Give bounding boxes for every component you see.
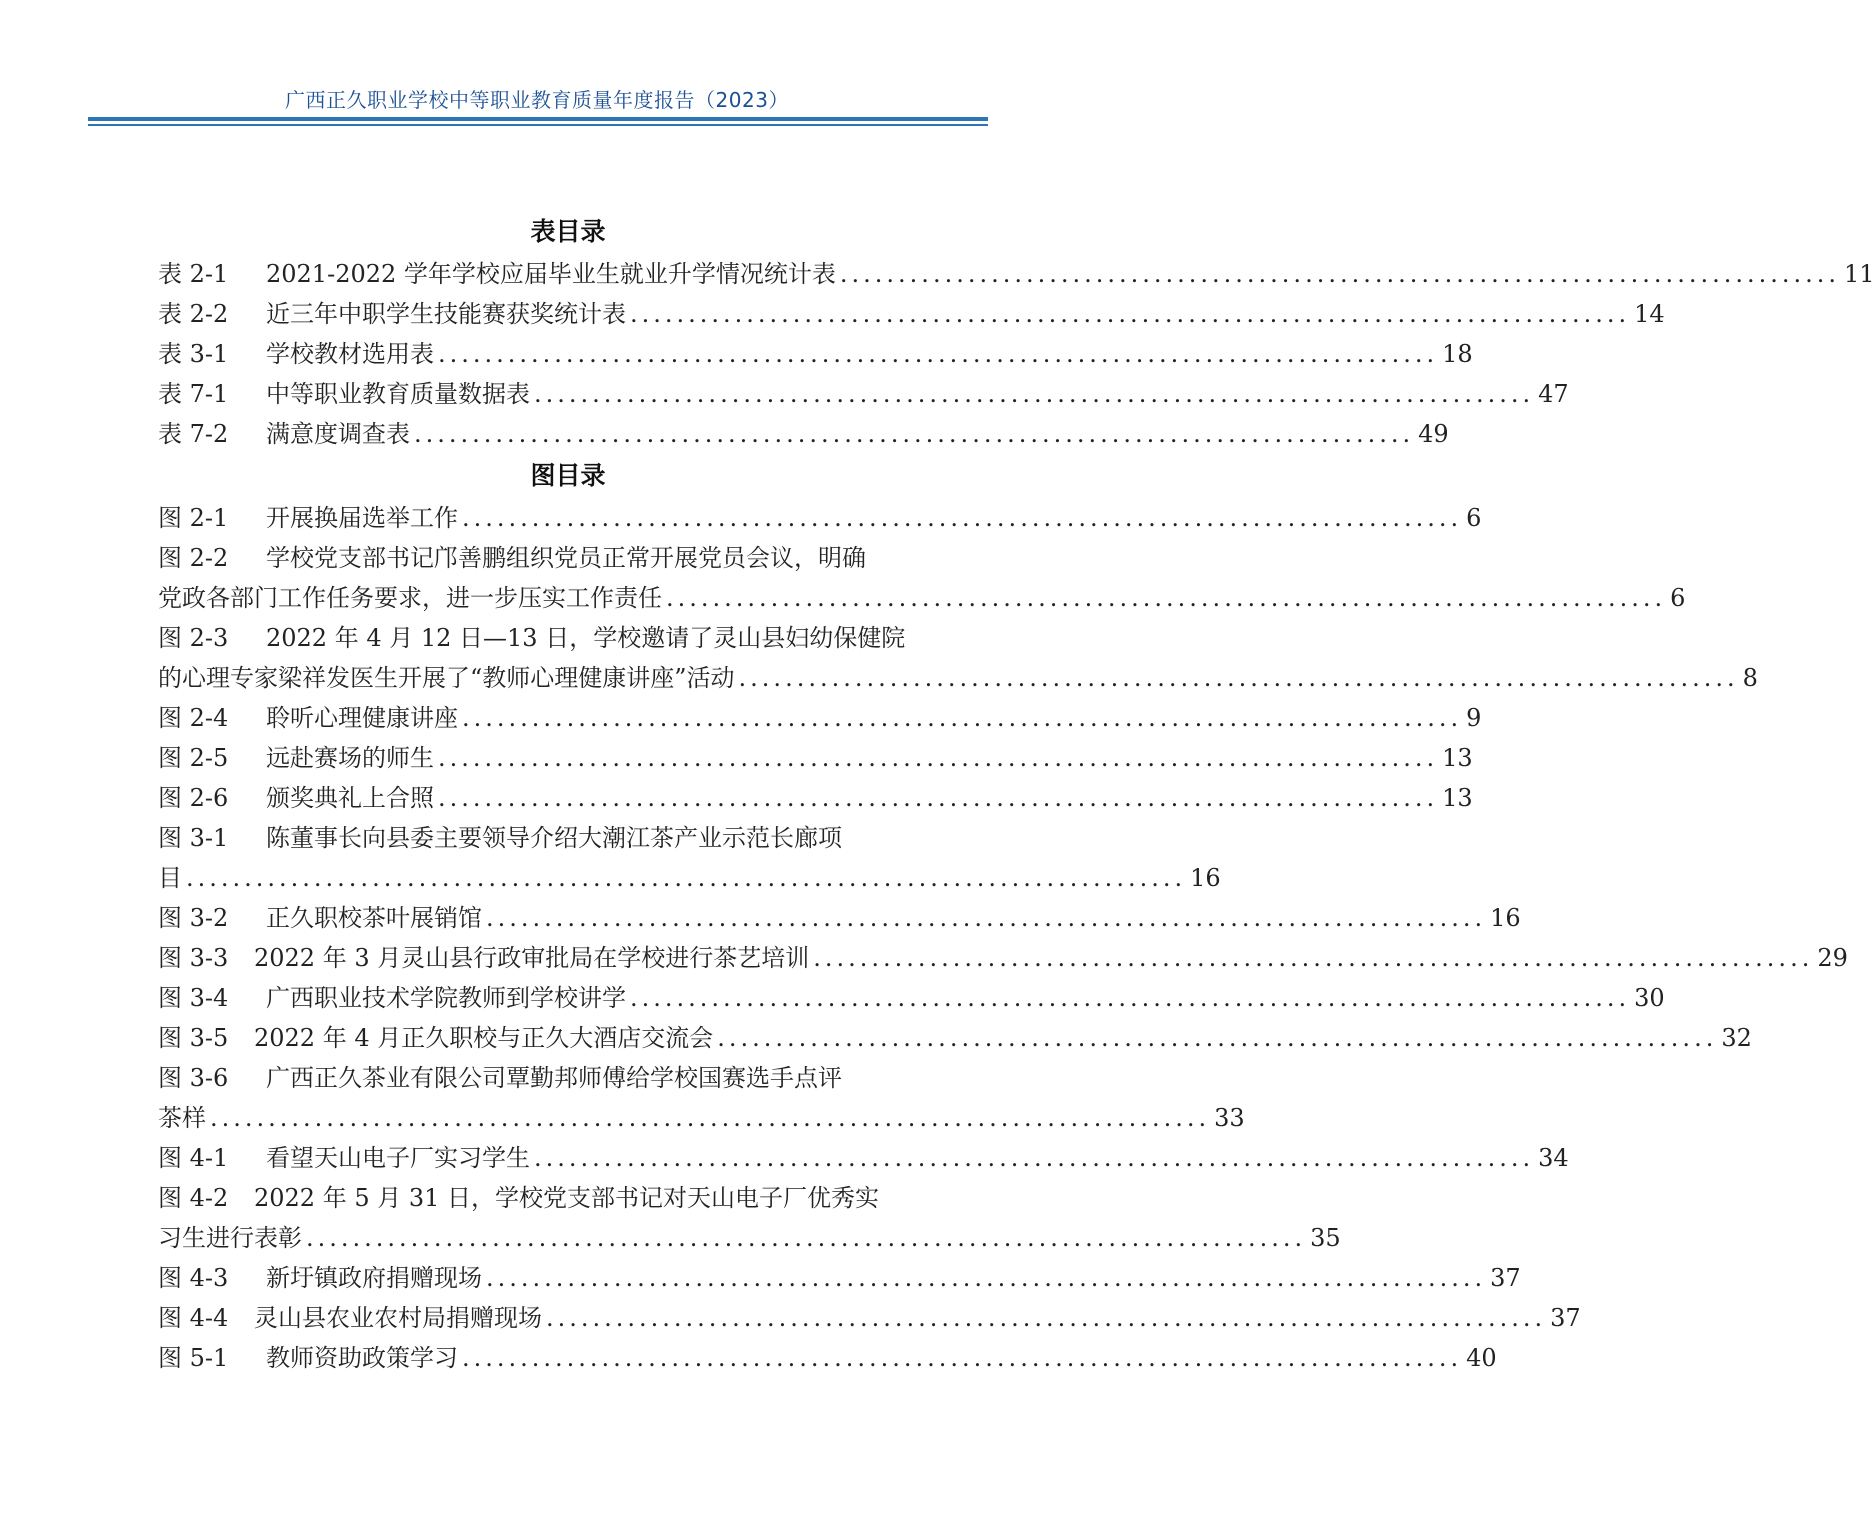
toc-entry-page: 11 <box>1844 260 1875 288</box>
toc-entry[interactable] <box>158 1258 1521 1298</box>
toc-entry-line2[interactable] <box>158 1098 1245 1138</box>
toc-leader: ...................................................................................... <box>462 1344 1463 1372</box>
toc-entry-text-cont: 习生进行表彰 <box>158 1224 302 1252</box>
toc-leader: ...................................................................................... <box>186 864 1187 892</box>
toc-entry-label: 图 2-3 <box>158 624 229 652</box>
toc-leader: ...................................................................................... <box>438 744 1439 772</box>
document-header-title: 广西正久职业学校中等职业教育质量年度报告（2023） <box>285 88 789 112</box>
toc-entry-label: 图 3-3 <box>158 944 229 972</box>
toc-entry-text: 聆听心理健康讲座 <box>266 704 458 732</box>
toc-entry[interactable] <box>158 498 1482 538</box>
toc-entry[interactable] <box>158 1298 1581 1338</box>
toc-entry-label: 图 2-1 <box>158 504 229 532</box>
toc-entry-text: 广西正久茶业有限公司覃勤邦师傅给学校国赛选手点评 <box>266 1064 842 1092</box>
table-toc-heading: 表目录 <box>530 217 606 246</box>
toc-entry-line1[interactable] <box>158 1178 978 1218</box>
toc-entry-text: 教师资助政策学习 <box>266 1344 458 1372</box>
toc-entry-label: 图 2-6 <box>158 784 229 812</box>
toc-entry-line1[interactable] <box>158 538 978 578</box>
toc-entry-text: 近三年中职学生技能赛获奖统计表 <box>266 300 626 328</box>
toc-entry-label: 表 7-2 <box>158 420 229 448</box>
toc-entry-text-cont: 目 <box>158 864 182 892</box>
toc-entry[interactable] <box>158 898 1521 938</box>
toc-leader: ...................................................................................... <box>438 784 1439 812</box>
toc-leader: ...................................................................................... <box>414 420 1415 448</box>
toc-leader: ...................................................................................... <box>534 380 1535 408</box>
toc-entry-page: 32 <box>1721 1024 1752 1052</box>
toc-entry-label: 图 3-1 <box>158 824 229 852</box>
toc-entry-label: 图 3-6 <box>158 1064 229 1092</box>
toc-entry-line1[interactable] <box>158 818 978 858</box>
toc-entry-line2[interactable] <box>158 578 1686 618</box>
toc-entry-text: 满意度调查表 <box>266 420 410 448</box>
toc-entry-text-cont: 党政各部门工作任务要求，进一步压实工作责任 <box>158 584 662 612</box>
toc-entry[interactable] <box>158 374 1569 414</box>
toc-leader: ...................................................................................... <box>666 584 1667 612</box>
toc-entry-text-cont: 的心理专家梁祥发医生开展了“教师心理健康讲座”活动 <box>158 664 735 692</box>
toc-leader: ...................................................................................... <box>486 1264 1487 1292</box>
toc-entry-label: 表 2-1 <box>158 260 229 288</box>
toc-leader: ...................................................................................... <box>630 984 1631 1012</box>
toc-entry-text: 2022 年 5 月 31 日，学校党支部书记对天山电子厂优秀实 <box>254 1184 880 1212</box>
toc-entry-page: 33 <box>1214 1104 1245 1132</box>
toc-entry-page: 8 <box>1742 664 1758 692</box>
toc-entry-page: 37 <box>1550 1304 1581 1332</box>
toc-leader: ...................................................................................... <box>306 1224 1307 1252</box>
toc-content <box>158 210 1875 1378</box>
toc-entry-text: 2022 年 4 月正久职校与正久大酒店交流会 <box>254 1024 714 1052</box>
toc-entry-text: 学校教材选用表 <box>266 340 434 368</box>
toc-entry-page: 35 <box>1310 1224 1341 1252</box>
toc-entry[interactable] <box>158 1018 1752 1058</box>
toc-entry-text: 陈董事长向县委主要领导介绍大潮江茶产业示范长廊项 <box>266 824 842 852</box>
toc-entry-text: 2022 年 3 月灵山县行政审批局在学校进行茶艺培训 <box>254 944 810 972</box>
toc-entry-label: 图 4-4 <box>158 1304 229 1332</box>
toc-leader: ...................................................................................... <box>462 504 1463 532</box>
toc-entry-page: 47 <box>1538 380 1569 408</box>
toc-entry-text: 远赴赛场的师生 <box>266 744 434 772</box>
toc-entry-text: 看望天山电子厂实习学生 <box>266 1144 530 1172</box>
toc-entry-page: 29 <box>1817 944 1848 972</box>
toc-leader: ...................................................................................... <box>630 300 1631 328</box>
toc-leader: ...................................................................................... <box>438 340 1439 368</box>
toc-entry-text-cont: 茶样 <box>158 1104 206 1132</box>
toc-entry-page: 13 <box>1442 784 1473 812</box>
toc-leader: ...................................................................................... <box>534 1144 1535 1172</box>
toc-entry[interactable] <box>158 334 1473 374</box>
toc-entry-page: 13 <box>1442 744 1473 772</box>
toc-leader: ...................................................................................... <box>210 1104 1211 1132</box>
toc-entry-label: 图 2-5 <box>158 744 229 772</box>
toc-entry-page: 6 <box>1670 584 1686 612</box>
toc-entry[interactable] <box>158 938 1848 978</box>
toc-entry-line2[interactable] <box>158 658 1758 698</box>
toc-entry-text: 正久职校茶叶展销馆 <box>266 904 482 932</box>
toc-entry-line2[interactable] <box>158 858 1221 898</box>
toc-entry-text: 2022 年 4 月 12 日—13 日，学校邀请了灵山县妇幼保健院 <box>266 624 906 652</box>
toc-entry-label: 图 4-3 <box>158 1264 229 1292</box>
toc-entry-text: 学校党支部书记邝善鹏组织党员正常开展党员会议，明确 <box>266 544 866 572</box>
figure-toc-heading: 图目录 <box>530 461 606 490</box>
toc-entry[interactable] <box>158 698 1482 738</box>
toc-entry-label: 图 5-1 <box>158 1344 229 1372</box>
toc-entry-label: 表 7-1 <box>158 380 229 408</box>
toc-entry-label: 表 3-1 <box>158 340 229 368</box>
toc-entry-page: 18 <box>1442 340 1473 368</box>
toc-leader: ...................................................................................... <box>839 260 1840 288</box>
toc-entry-text: 2021-2022 学年学校应届毕业生就业升学情况统计表 <box>266 260 836 288</box>
toc-entry-page: 16 <box>1490 904 1521 932</box>
toc-entry-label: 表 2-2 <box>158 300 229 328</box>
toc-entry-page: 40 <box>1466 1344 1497 1372</box>
toc-entry-label: 图 3-2 <box>158 904 229 932</box>
toc-entry-text: 开展换届选举工作 <box>266 504 458 532</box>
toc-entry-page: 30 <box>1634 984 1665 1012</box>
toc-entry-text: 颁奖典礼上合照 <box>266 784 434 812</box>
toc-entry-page: 37 <box>1490 1264 1521 1292</box>
toc-entry-line2[interactable] <box>158 1218 1341 1258</box>
toc-entry[interactable] <box>158 294 1665 334</box>
toc-entry-label: 图 2-2 <box>158 544 229 572</box>
header-rule-thick <box>88 117 988 121</box>
toc-leader: ...................................................................................... <box>546 1304 1547 1332</box>
toc-entry[interactable] <box>158 1138 1569 1178</box>
toc-entry[interactable] <box>158 978 1665 1018</box>
toc-entry-line1[interactable] <box>158 1058 978 1098</box>
toc-entry[interactable] <box>158 414 1449 454</box>
toc-entry[interactable] <box>158 738 1473 778</box>
toc-entry-label: 图 2-4 <box>158 704 229 732</box>
header-rule-thin <box>88 124 988 126</box>
toc-leader: ...................................................................................... <box>462 704 1463 732</box>
toc-entry[interactable] <box>158 778 1473 818</box>
toc-entry-page: 6 <box>1466 504 1482 532</box>
toc-entry-line1[interactable] <box>158 618 978 658</box>
toc-entry-text: 灵山县农业农村局捐赠现场 <box>254 1304 542 1332</box>
toc-entry[interactable] <box>158 1338 1497 1378</box>
toc-leader: ...................................................................................... <box>486 904 1487 932</box>
toc-leader: ...................................................................................... <box>738 664 1739 692</box>
toc-entry-text: 广西职业技术学院教师到学校讲学 <box>266 984 626 1012</box>
toc-entry-text: 中等职业教育质量数据表 <box>266 380 530 408</box>
toc-entry-page: 49 <box>1418 420 1449 448</box>
toc-entry-label: 图 3-4 <box>158 984 229 1012</box>
toc-entry-text: 新圩镇政府捐赠现场 <box>266 1264 482 1292</box>
toc-entry-page: 16 <box>1190 864 1221 892</box>
toc-entry[interactable] <box>158 254 1875 294</box>
toc-entry-page: 14 <box>1634 300 1665 328</box>
toc-leader: ...................................................................................... <box>813 944 1814 972</box>
toc-entry-label: 图 4-1 <box>158 1144 229 1172</box>
toc-entry-label: 图 3-5 <box>158 1024 229 1052</box>
toc-leader: ...................................................................................... <box>717 1024 1718 1052</box>
toc-entry-label: 图 4-2 <box>158 1184 229 1212</box>
toc-entry-page: 34 <box>1538 1144 1569 1172</box>
toc-entry-page: 9 <box>1466 704 1482 732</box>
